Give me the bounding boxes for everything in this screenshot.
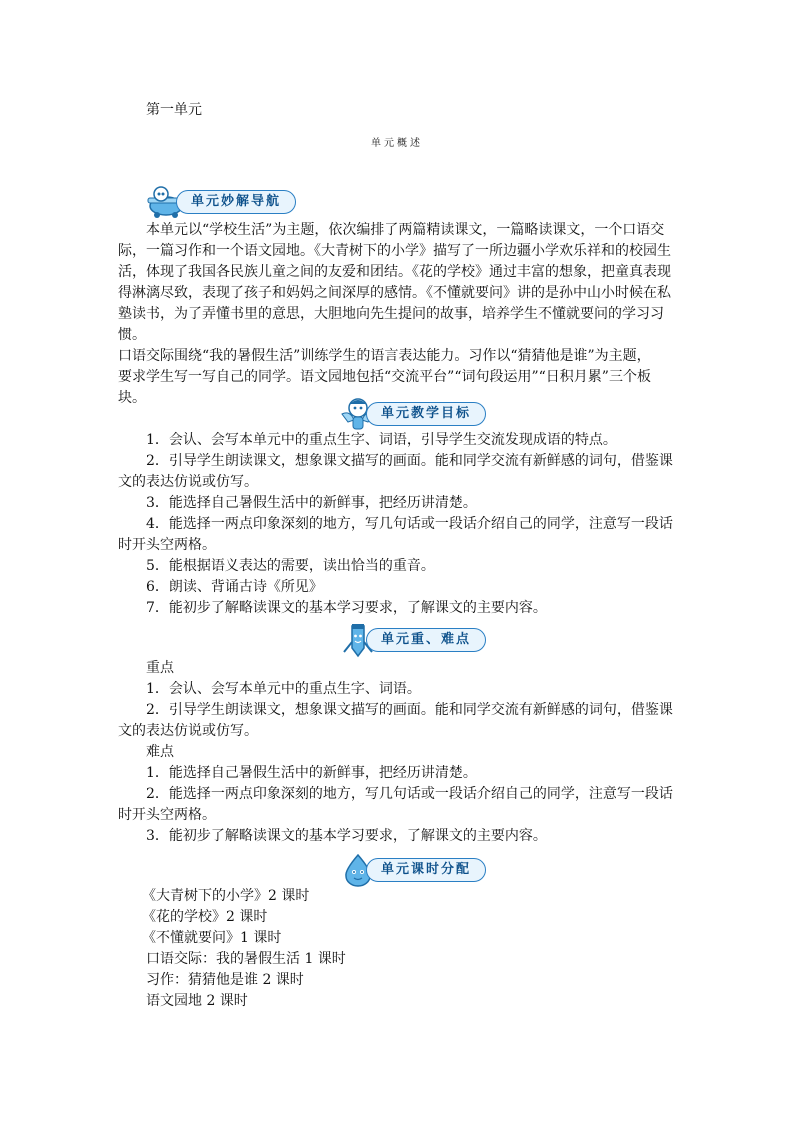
difficult-label: 难点 <box>146 744 174 760</box>
difficult-item: 时开头空两格。 <box>118 807 216 823</box>
schedule-heading-banner: 单元课时分配 <box>366 858 486 882</box>
guide-line: 要求学生写一写自己的同学。语文园地包括“交流平台”“词句段运用”“日积月累”三个板 <box>118 369 651 385</box>
guide-line: 活，体现了我国各民族儿童之间的友爱和团结。《花的学校》通过丰富的想象，把童真表现 <box>118 264 671 280</box>
goals-list <box>118 430 676 619</box>
difficult-item: 2．能选择一两点印象深刻的地方，写几句话或一段话介绍自己的同学，注意写一段话 <box>146 786 673 802</box>
schedule-item: 《不懂就要问》1 课时 <box>142 930 282 946</box>
keypoints-heading <box>338 622 486 656</box>
guide-heading <box>146 184 296 218</box>
difficult-item: 1．能选择自己暑假生活中的新鲜事，把经历讲清楚。 <box>146 765 477 781</box>
guide-line: 本单元以“学校生活”为主题，依次编排了两篇精读课文，一篇略读课文，一个口语交 <box>146 222 665 238</box>
keypoints-content <box>118 658 676 847</box>
schedule-item: 习作：猜猜他是谁 2 课时 <box>146 972 304 988</box>
goal-item: 2．引导学生朗读课文，想象课文描写的画面。能和同学交流有新鲜感的词句，借鉴课 <box>146 453 673 469</box>
schedule-heading <box>338 852 486 886</box>
schedule-item: 《大青树下的小学》2 课时 <box>142 888 310 904</box>
goal-item: 6．朗读、背诵古诗《所见》 <box>146 579 323 595</box>
keypoints-heading-banner: 单元重、难点 <box>366 628 486 652</box>
goal-item: 7．能初步了解略读课文的基本学习要求，了解课文的主要内容。 <box>146 600 547 616</box>
goal-item: 时开头空两格。 <box>118 537 216 553</box>
goal-item: 文的表达仿说或仿写。 <box>118 474 258 490</box>
goal-item: 3．能选择自己暑假生活中的新鲜事，把经历讲清楚。 <box>146 495 477 511</box>
guide-line: 口语交际围绕“我的暑假生活”训练学生的语言表达能力。习作以“猜猜他是谁”为主题， <box>118 348 651 364</box>
schedule-item: 语文园地 2 课时 <box>146 993 248 1009</box>
key-item: 2．引导学生朗读课文，想象课文描写的画面。能和同学交流有新鲜感的词句，借鉴课 <box>146 702 673 718</box>
guide-heading-banner: 单元妙解导航 <box>176 190 296 214</box>
guide-line: 塾读书，为了弄懂书里的意思，大胆地向先生提问的故事，培养学生不懂就要问的学习习惯。 <box>118 306 664 343</box>
schedule-item: 口语交际：我的暑假生活 1 课时 <box>146 951 346 967</box>
key-item: 1．会认、会写本单元中的重点生字、词语。 <box>146 681 421 697</box>
guide-paragraph <box>118 220 676 409</box>
guide-line: 际，一篇习作和一个语文园地。《大青树下的小学》描写了一所边疆小学欢乐祥和的校园生 <box>118 243 671 259</box>
schedule-list <box>118 886 676 1012</box>
goals-heading-banner: 单元教学目标 <box>366 402 486 426</box>
guide-line: 块。 <box>118 390 146 406</box>
guide-line: 得淋漓尽致，表现了孩子和妈妈之间深厚的感情。《不懂就要问》讲的是孙中山小时候在私 <box>118 285 671 301</box>
goal-item: 5．能根据语义表达的需要，读出恰当的重音。 <box>146 558 435 574</box>
unit-overview-subtitle: 单元概述 <box>371 138 423 149</box>
schedule-item: 《花的学校》2 课时 <box>142 909 268 925</box>
key-item: 文的表达仿说或仿写。 <box>118 723 258 739</box>
difficult-item: 3．能初步了解略读课文的基本学习要求，了解课文的主要内容。 <box>146 828 547 844</box>
goals-heading <box>338 396 486 430</box>
key-label: 重点 <box>146 660 174 676</box>
goal-item: 1．会认、会写本单元中的重点生字、词语，引导学生交流发现成语的特点。 <box>146 432 617 448</box>
goal-item: 4．能选择一两点印象深刻的地方，写几句话或一段话介绍自己的同学，注意写一段话 <box>146 516 673 532</box>
unit-title: 第一单元 <box>146 102 202 118</box>
